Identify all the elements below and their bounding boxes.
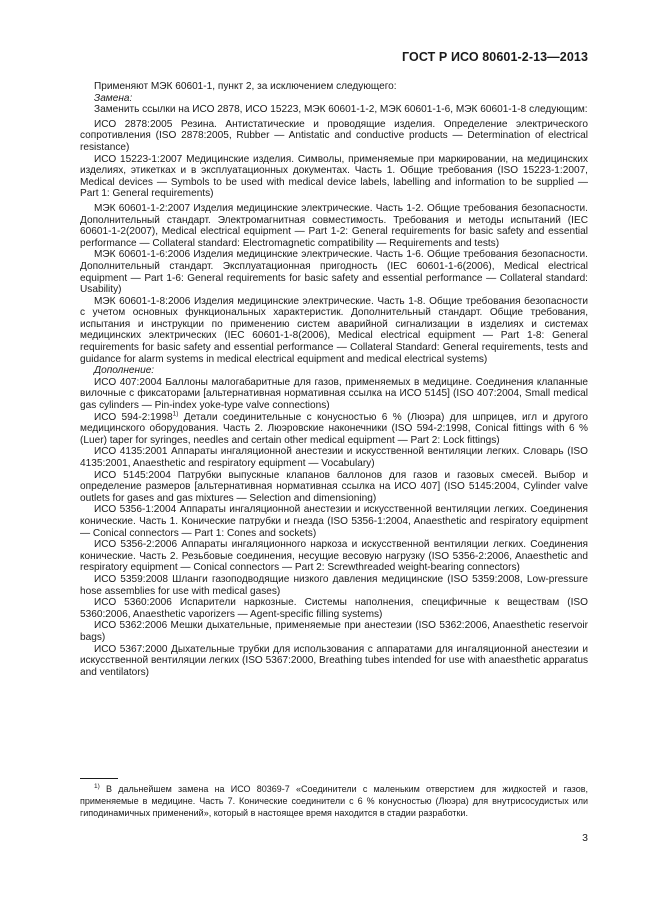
- reference-iso-407: ИСО 407:2004 Баллоны малогабаритные для газов, применяемых в медицине. Соединения клапанные вилочные с фиксаторами [альтернативная нормативная ссылка на ИСО 5145] (ISO 407:2004, Small medical gas cylinders — Pin-index yoke-type valve connections): [80, 376, 588, 412]
- reference-iec-60601-1-8: МЭК 60601-1-8:2006 Изделия медицинские электрические. Часть 1-8. Общие требования безопасности с учетом основных функциональных характеристик. Дополнительный стандарт. Общие требования, испытания и инструкции по применению систем аварийной сигнализации в изделиях и системах медицинских электрических (IEC 60601-1-8(2006), Medical electrical equipment — Part 1-8: General requirements for basic safety and essential performance — Collateral Standard: General requirements, tests and guidance for alarm systems in medical electrical equipment and medical electrical systems): [80, 295, 588, 365]
- reference-iso-5145: ИСО 5145:2004 Патрубки выпускные клапанов баллонов для газов и газовых смесей. Выбор и определение размеров [альтернативная нормативная ссылка на ИСО 407] (ISO 5145:2004, Cylinder valve outlets for gases and gas mixtures — Selection and dimensioning): [80, 469, 588, 504]
- reference-iso-5359: ИСО 5359:2008 Шланги газоподводящие низкого давления медицинские (ISO 5359:2008, Low-pressure hose assemblies for use with medical gases): [80, 573, 588, 597]
- footnote-text-paragraph: [80, 784, 588, 819]
- reference-iso-5356-2: ИСО 5356-2:2006 Аппараты ингаляционного наркоза и искусственной вентиляции легких. Соединения конические. Часть 2. Резьбовые соединения, несущие весовую нагрузку (ISO 5356-2:2006, Anaesthetic and respiratory equipment — Conical connectors — Part 2: Screwthreaded weight-bearing connectors): [80, 539, 588, 574]
- reference-iec-60601-1-2: МЭК 60601-1-2:2007 Изделия медицинские электрические. Часть 1-2. Общие требования безопасности. Дополнительный стандарт. Электромагнитная совместимость. Требования и методы испытаний (IEC 60601-1-2(2007), Medical electrical equipment — Part 1-2: General requirements for basic safety and essential performance — Collateral standard: Electromagnetic compatibility — Requirements and tests): [80, 202, 588, 249]
- reference-iso-594-2-title: Детали соединительные с конусностью 6 % (Люэра) для шприцев, игл и другого медицинского оборудования. Часть 2. Люэровские наконечники (ISO 594-2:1998, Conical fittings with 6 % (Luer) taper for syringes, needles and certain other medical equipment — Part 2: Lock fittings): [80, 411, 588, 446]
- normative-references-section: [80, 78, 588, 678]
- reference-iso-5360: ИСО 5360:2006 Испарители наркозные. Системы наполнения, специфичные к веществам (ISO 5360:2006, Anaesthetic vaporizers — Agent-specific filling systems): [80, 597, 588, 620]
- footnote-reference-marker: 1): [172, 410, 179, 418]
- reference-iso-4135: ИСО 4135:2001 Аппараты ингаляционной анестезии и искусственной вентиляции легких. Словарь (ISO 4135:2001, Anaesthetic and respiratory equipment — Vocabulary): [80, 446, 588, 469]
- reference-iso-5362: ИСО 5362:2006 Мешки дыхательные, применяемые при анестезии (ISO 5362:2006, Anaesthetic reservoir bags): [80, 620, 588, 643]
- footnote-separator: [80, 778, 118, 779]
- footnote-marker: 1): [94, 783, 100, 790]
- replacement-heading: Замена:: [94, 92, 133, 104]
- reference-iso-5356-1: ИСО 5356-1:2004 Аппараты ингаляционной анестезии и искусственной вентиляции легких. Соединения конические. Часть 1. Конические патрубки и гнезда (ISO 5356-1:2004, Anaesthetic and respiratory equipment — Conical connectors — Part 1: Cones and sockets): [80, 504, 588, 539]
- footnote-text: В дальнейшем замена на ИСО 80369-7 «Соединители с маленьким отверстием для жидкостей и газов, применяемые в медицине. Часть 7. Конические соединители с 6 % конусностью (Люэра) для внутрисосудистых или гиподинамичных применений», который в настоящее время находится в стадии разработки.: [80, 784, 588, 818]
- intro-paragraph: Применяют МЭК 60601-1, пункт 2, за исключением следующего:: [94, 81, 397, 92]
- reference-iso-594-2: [80, 412, 588, 447]
- reference-iso-2878: ИСО 2878:2005 Резина. Антистатические и проводящие изделия. Определение электрического сопротивления (ISO 2878:2005, Rubber — Antistatic and conductive products — Determination of electrical resistance): [80, 118, 588, 153]
- replacement-intro: Заменить ссылки на ИСО 2878, ИСО 15223, МЭК 60601-1-2, МЭК 60601-1-6, МЭК 60601-1-8 следующим:: [94, 104, 588, 116]
- page-number: 3: [582, 832, 588, 844]
- reference-iso-5367: ИСО 5367:2000 Дыхательные трубки для использования с аппаратами для ингаляционной анестезии и искусственной вентиляции легких (ISO 5367:2000, Breathing tubes intended for use with anaesthetic apparatus and ventilators): [80, 643, 588, 678]
- addition-heading: Дополнение:: [94, 365, 155, 377]
- reference-iso-15223-1: ИСО 15223-1:2007 Медицинские изделия. Символы, применяемые при маркировании, на медицинских изделиях, этикетках и в эксплуатационных документах. Часть 1. Общие требования (ISO 15223-1:2007, Medical devices — Symbols to be used with medical device labels, labelling and information to be supplied — Part 1: General requirements): [80, 153, 588, 200]
- document-code-header: ГОСТ Р ИСО 80601-2-13—2013: [401, 50, 588, 64]
- footnote: [80, 784, 588, 819]
- reference-iso-594-2-code: ИСО 594-2:1998: [94, 411, 173, 423]
- reference-iec-60601-1-6: МЭК 60601-1-6:2006 Изделия медицинские электрические. Часть 1-6. Общие требования безопасности. Дополнительный стандарт. Эксплуатационная пригодность (IEC 60601-1-6(2006), Medical electrical equipment — Part 1-6: General requirements for basic safety and essential performance — Collateral standard: Usability): [80, 249, 588, 296]
